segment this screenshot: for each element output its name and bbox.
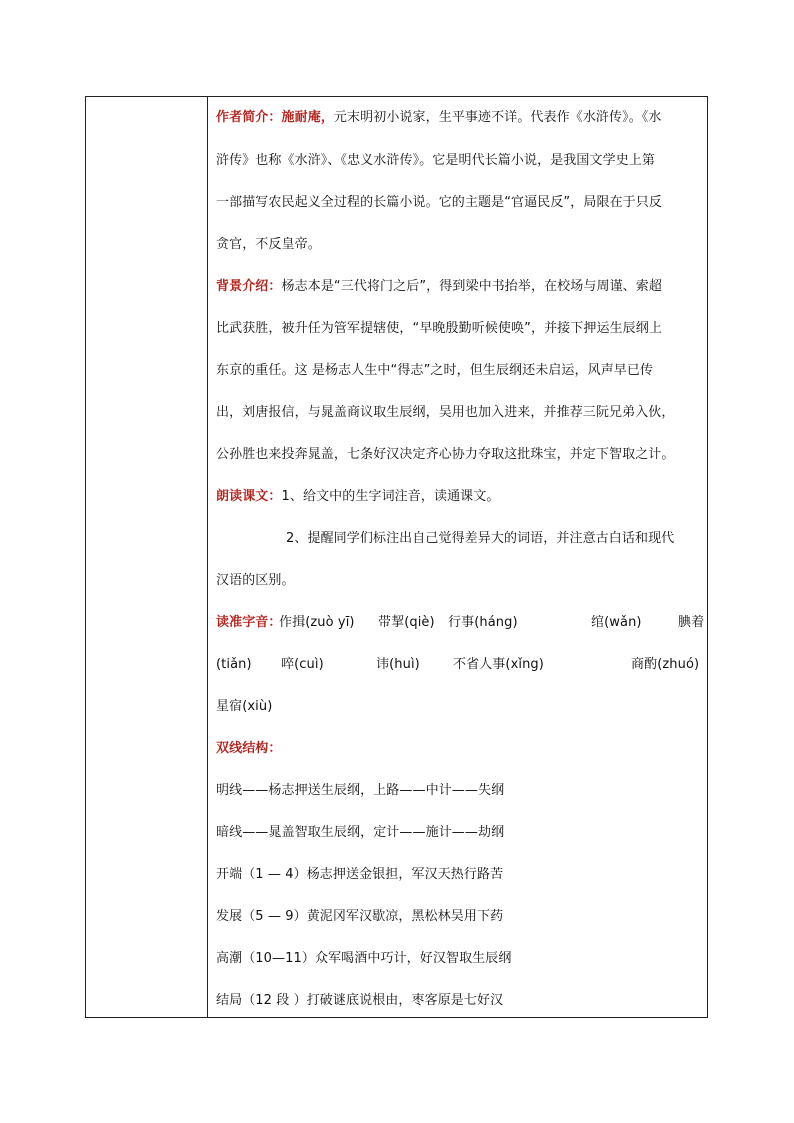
background-heading: 背景介绍： [216,279,282,294]
structure-line: 发展（5 — 9）黄泥冈军汉歇凉，黑松林吴用下药 [216,909,504,924]
author-text-2: 浒传》也称《水浒》、《忠义水浒传》。它是明代长篇小说，是我国文学史上第 [216,153,656,168]
word-qie: 带挈(qiè) [378,615,435,630]
background-text-2: 比武获胜，被升任为管军提辖使，“早晚殷勤听候使唤”，并接下押运生辰纲上 [216,321,662,336]
word-hui: 讳(huì) [376,657,420,672]
background-text-3: 东京的重任。这 是杨志人生中“得志”之时，但生辰纲还未启运，风声早已传 [216,363,654,378]
structure-line: 明线——杨志押送生辰纲，上路——中计——失纲 [216,783,505,798]
word-xiu: 星宿(xiù) [216,699,273,714]
lesson-table [85,96,708,1018]
author-line-1 [216,108,701,128]
structure-line: 开端（1 — 4）杨志押送金银担，军汉天热行路苦 [216,867,504,882]
structure-line: 结局（12 段 ）打破谜底说根由，枣客原是七好汉 [216,993,504,1008]
reading-heading: 朗读课文： [216,489,282,504]
background-line-1 [216,277,701,297]
background-text-1: 杨志本是“三代将门之后”，得到梁中书抬举，在校场与周谨、索超 [281,279,662,294]
word-xing: 不省人事(xǐng) [453,657,544,672]
reading-text-1: 1、给文中的生字词注音，读通课文。 [281,489,500,504]
pronunciation-heading: 读准字音： [216,615,282,630]
structure-heading: 双线结构： [216,741,282,756]
structure-line: 高潮（10—11）众军喝酒中巧计，好汉智取生辰纲 [216,951,512,966]
pronunciation-line-1 [216,613,705,633]
author-text-1: 元末明初小说家，生平事迹不详。代表作《水浒传》。《水 [333,110,662,125]
author-text-4: 贪官，不反皇帝。 [216,237,321,252]
word-tian: (tiǎn) [216,657,252,672]
pronunciation-line-2 [216,655,701,675]
background-text-4: 出，刘唐报信，与晁盖商议取生辰纲，吴用也加入进来，并推荐三阮兄弟入伙， [216,405,675,420]
word-zuoyi: 作揖(zuò yī) [279,615,355,630]
author-heading: 作者简介： [216,110,282,125]
background-text-5: 公孙胜也来投奔晁盖，七条好汉决定齐心协力夺取这批珠宝，并定下智取之计。 [216,447,675,462]
word-wan: 绾(wǎn) [591,615,642,630]
word-hang: 行事(háng) [448,615,518,630]
table-right-cell [208,97,707,1017]
table-left-cell [86,97,208,1017]
word-cui: 啐(cuì) [281,657,324,672]
word-zhuo: 商酌(zhuó) [631,657,700,672]
author-name: 施耐庵， [281,110,334,125]
structure-line: 暗线——晁盖智取生辰纲，定计——施计——劫纲 [216,825,505,840]
reading-text-3: 汉语的区别。 [216,573,295,588]
reading-line-1 [216,487,701,507]
reading-text-2: 2、提醒同学们标注出自己觉得差异大的词语，并注意古白话和现代 [286,531,675,546]
author-text-3: 一部描写农民起义全过程的长篇小说。它的主题是“官逼民反”，局限在于只反 [216,195,662,210]
word-tian-char: 腆着 [678,615,705,630]
